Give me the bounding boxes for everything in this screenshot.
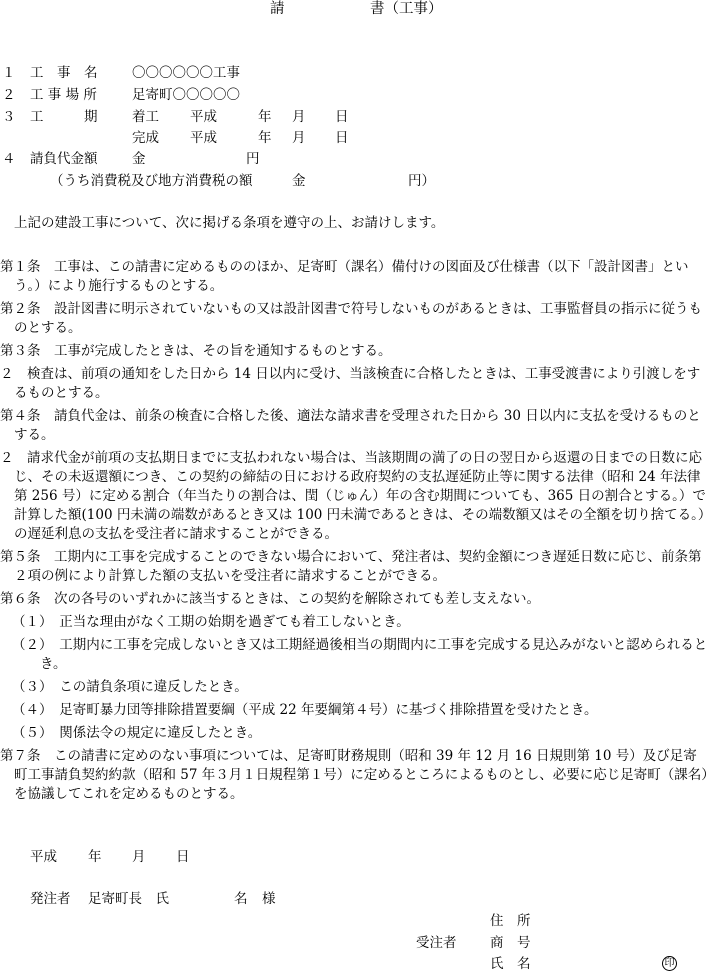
item-3-number: ３ [2,109,16,125]
item-2-label: 工 事 場 所 [30,87,97,103]
contractor-address-label: 住 所 [490,913,531,929]
end-day: 日 [335,130,349,146]
amount-yen: 円 [246,151,260,167]
article-6-item-2: （２） 工期内に工事を完成しないとき又は工期経過後相当の期間内に工事を完成する見込みがないと認められるとき。 [12,637,708,672]
contractor-name-label: 氏 名 [490,956,531,972]
intro-text: 上記の建設工事について、次に掲げる条項を遵守の上、お請けします。 [14,215,445,231]
article-3-para-2: ２ 検査は、前項の通知をした日から 14 日以内に受け、当該検査に合格したときは、工事受渡書により引渡しをするものとする。 [0,366,701,401]
article-6: 第６条 次の各号のいずれかに該当するときは、この契約を解除されても差し支えない。 [0,591,540,607]
item-1-number: １ [2,65,16,81]
article-4: 第４条 請負代金は、前条の検査に合格した後、適法な請求書を受理された日から 30 日以内に支払を受けるものとする。 [0,408,701,443]
seal-mark: 印 [662,956,677,971]
article-6-item-3: （３） この請負条項に違反したとき。 [12,679,248,695]
start-day: 日 [335,109,349,125]
orderer-name: 足寄町長 氏 [88,891,169,907]
end-year: 年 [258,130,272,146]
title-right: 書（工事） [370,1,443,17]
orderer-label: 発注者 [30,891,71,907]
item-3-label: 工 期 [30,109,98,125]
article-6-item-4: （４） 足寄町暴力団等排除措置要綱（平成 22 年要綱第４号）に基づく排除措置を受けたとき。 [12,702,598,718]
article-6-item-1: （１） 正当な理由がなく工期の始期を過ぎても着工しないとき。 [12,614,410,630]
tax-yen: 円） [408,173,435,189]
date-day: 日 [176,849,190,865]
article-3: 第３条 工事が完成したときは、その旨を通知するものとする。 [0,343,392,359]
end-month: 月 [292,130,306,146]
orderer-sama: 様 [262,891,276,907]
amount-kin: 金 [132,151,146,167]
tax-prefix: （うち消費税及び地方消費税の額 [50,173,253,189]
contractor-label: 受注者 [416,935,457,951]
article-6-item-5: （５） 関係法令の規定に違反したとき。 [12,725,262,741]
article-2: 第２条 設計図書に明示されていないもの又は設計図書で符号しないものがあるときは、工事監督員の指示に従うものとする。 [0,301,702,336]
date-month: 月 [132,849,146,865]
orderer-mei: 名 [234,891,248,907]
date-year: 年 [88,849,102,865]
start-label: 着工 [132,109,159,125]
item-2-number: ２ [2,87,16,103]
start-year: 年 [258,109,272,125]
item-4-number: ４ [2,151,16,167]
articles-list [0,258,709,808]
article-5: 第５条 工期内に工事を完成することのできない場合において、発注者は、契約金額につき遅延日数に応じ、前条第２項の例により計算した額の支払いを受注者に請求することができる。 [0,549,702,584]
title-left: 請 [270,1,285,17]
article-1: 第１条 工事は、この請書に定めるもののほか、足寄町（課名）備付けの図面及び仕様書（以下「設計図書」という。）により施行するものとする。 [0,259,689,294]
item-2-value: 足寄町〇〇〇〇〇 [132,87,240,103]
item-4-label: 請負代金額 [30,151,98,167]
end-label: 完成 [132,130,159,146]
end-era: 平成 [190,130,217,146]
article-4-para-2: ２ 請求代金が前項の支払期日までに支払われない場合は、当該期間の満了の日の翌日から返還の日までの日数に応じ、その未返還額につき、この契約の締結の日における政府契約の支払遅延防止等に関する法律（昭和 24 年法律第 256 号）に定める割合（年当たりの割合は、閏（じゅん）年の含む期間についても、365 日の割合とする。）で計算した額(100 円未満の端数があるとき又は 100 円未満であるときは、その端数額又はその全額を切り捨てる。）の遅延利息の支払を受注者に請求することができる。 [0,450,706,542]
contractor-trade-name-label: 商 号 [490,935,531,951]
start-month: 月 [292,109,306,125]
start-era: 平成 [190,109,217,125]
date-era: 平成 [30,849,57,865]
item-1-value: 〇〇〇〇〇〇工事 [132,65,240,81]
tax-kin: 金 [292,173,306,189]
item-1-label: 工 事 名 [30,65,98,81]
article-7: 第７条 この請書に定めのない事項については、足寄町財務規則（昭和 39 年 12 月 16 日規則第 10 号）及び足寄町工事請負契約約款（昭和 57 年３月１日規程第１号）に定めるところによるものとし、必要に応じ足寄町（課名）を協議してこれを定めるものとする。 [0,748,709,802]
